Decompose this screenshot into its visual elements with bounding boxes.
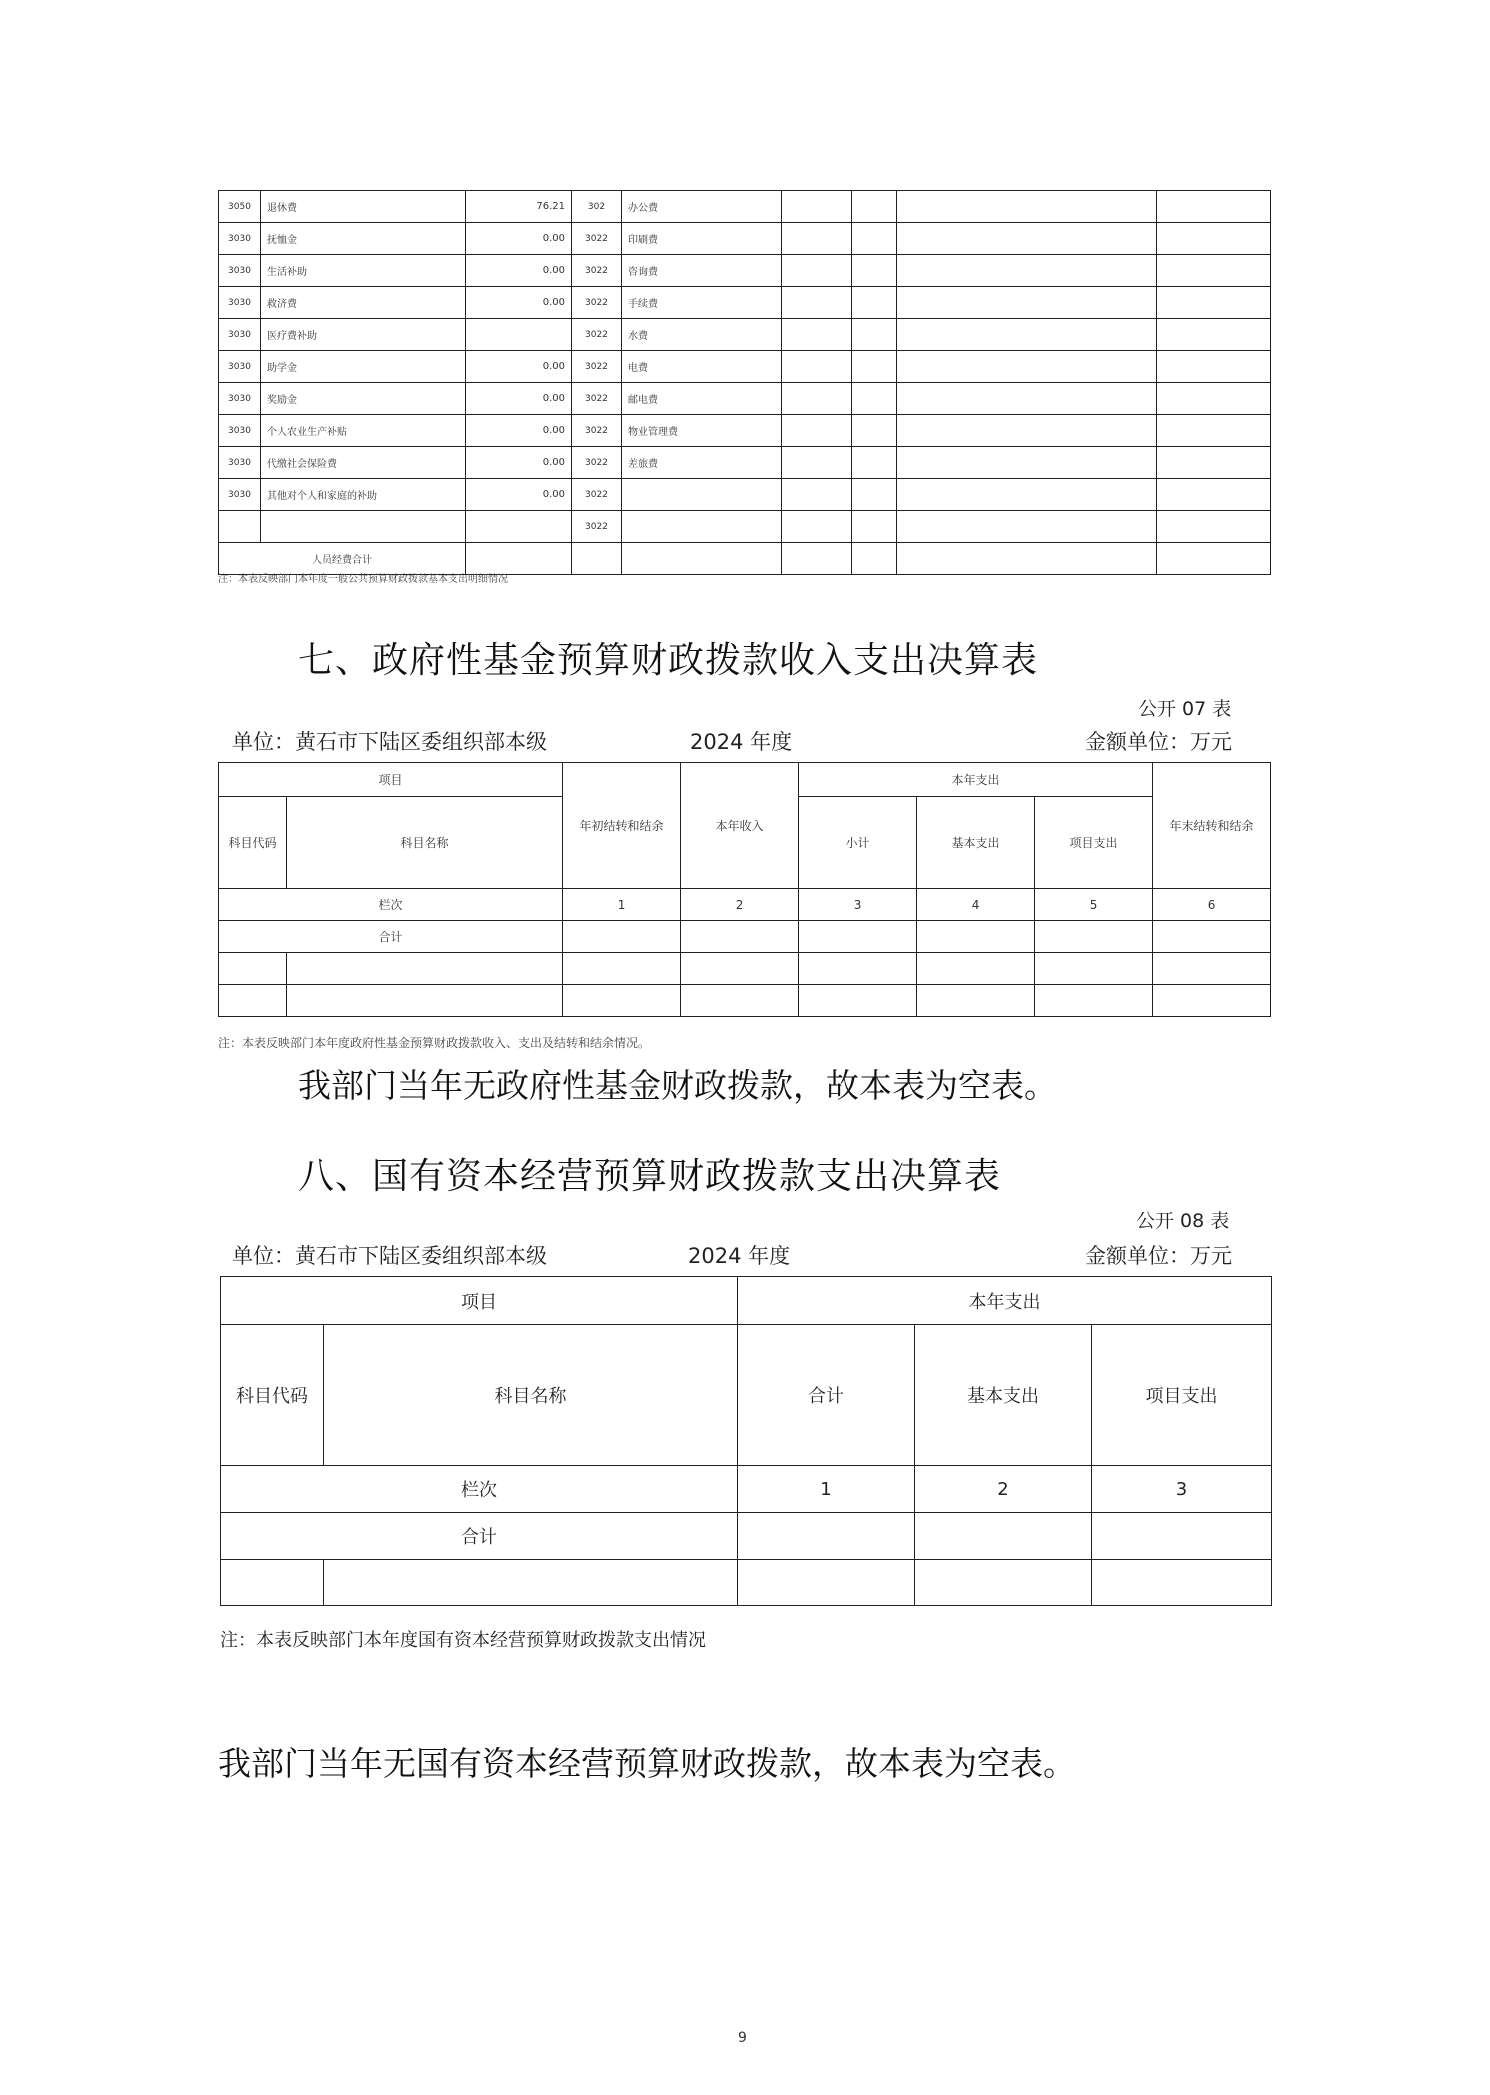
section7-unit: 单位：黄石市下陆区委组织部本级 [232,730,547,754]
table-row [219,479,1271,511]
table-cell-name3 [897,255,1157,287]
t7-project-exp-header: 项目支出 [1035,797,1153,889]
t7-basic-header: 基本支出 [917,797,1035,889]
table-cell-v2b [852,319,897,351]
section8-title: 八、国有资本经营预算财政拨款支出决算表 [298,1156,1002,1197]
table-cell-code: 3030 [219,351,261,383]
section8-note: 注：本表反映部门本年度国有资本经营预算财政拨款支出情况 [220,1630,706,1651]
table-cell-code: 3030 [219,383,261,415]
table-cell-v2a [782,447,852,479]
t8-basic-header: 基本支出 [915,1325,1092,1466]
table-cell-name: 退休费 [261,191,466,223]
table-cell-code2: 3022 [572,255,622,287]
table-cell-amt: 76.21 [466,191,572,223]
table-cell-amt: 0.00 [466,223,572,255]
table-row [219,415,1271,447]
table-cell-name: 助学金 [261,351,466,383]
table-cell-code2: 3022 [572,511,622,543]
table-row [219,287,1271,319]
basic-expense-fragment-table [218,190,1271,575]
table-cell-amt: 0.00 [466,255,572,287]
t7-col3: 3 [799,889,917,921]
t7-code-header: 科目代码 [219,797,287,889]
t7-end-balance-header: 年末结转和结余 [1153,763,1271,889]
table-cell-code2: 3022 [572,223,622,255]
table-cell-v2a [782,223,852,255]
table-cell-name3 [897,191,1157,223]
table-row [219,383,1271,415]
table-cell-name: 其他对个人和家庭的补助 [261,479,466,511]
t8-name-header: 科目名称 [324,1325,738,1466]
table-cell-name: 代缴社会保险费 [261,447,466,479]
table-cell-name3 [897,223,1157,255]
table-cell-v2a [782,191,852,223]
table-cell-code: 3030 [219,223,261,255]
table-cell-code: 3030 [219,287,261,319]
t8-col3: 3 [1092,1466,1272,1513]
table-cell-v2b [852,255,897,287]
t7-income-header: 本年收入 [681,763,799,889]
table-cell-code2: 3022 [572,415,622,447]
t7-expense-header: 本年支出 [799,763,1153,797]
total-label: 人员经费合计 [312,555,372,566]
table-cell-v3 [1157,479,1271,511]
table-cell-v2a [782,511,852,543]
table-cell-name3 [897,415,1157,447]
table-cell-name2: 手续费 [622,287,782,319]
table-cell-v3 [1157,447,1271,479]
table-cell-code2: 3022 [572,383,622,415]
t7-subtotal-header: 小计 [799,797,917,889]
table-cell-code2: 3022 [572,319,622,351]
table-cell-amt: 0.00 [466,415,572,447]
t7-col1: 1 [563,889,681,921]
table-cell-v2a [782,287,852,319]
section7-title: 七、政府性基金预算财政拨款收入支出决算表 [298,640,1039,681]
table-cell-name3 [897,287,1157,319]
table-cell-v2a [782,383,852,415]
t7-total-label: 合计 [219,921,563,953]
table-cell-name2: 电费 [622,351,782,383]
section8-unit: 单位：黄石市下陆区委组织部本级 [232,1244,547,1268]
table-cell-v3 [1157,287,1271,319]
table-cell-name2 [622,511,782,543]
table-cell-v3 [1157,415,1271,447]
table-row [219,351,1271,383]
table-cell-code: 3030 [219,415,261,447]
table-cell-v2a [782,351,852,383]
table-cell-name: 生活补助 [261,255,466,287]
table-cell-code: 3030 [219,255,261,287]
state-capital-table [220,1276,1272,1606]
table-cell-name2: 差旅费 [622,447,782,479]
table-cell-v2a [782,255,852,287]
table-cell-amt: 0.00 [466,447,572,479]
table-cell-code2: 3022 [572,287,622,319]
section8-amount-unit: 金额单位：万元 [1085,1244,1232,1268]
table-cell-v3 [1157,191,1271,223]
section8-empty-statement: 我部门当年无国有资本经营预算财政拨款，故本表为空表。 [218,1744,1076,1783]
t7-col4: 4 [917,889,1035,921]
table-cell-name3 [897,479,1157,511]
table-cell-amt: 0.00 [466,287,572,319]
t8-col2: 2 [915,1466,1092,1513]
t8-col-label: 栏次 [221,1466,738,1513]
t7-col5: 5 [1035,889,1153,921]
table-cell-name3 [897,447,1157,479]
table-cell-name3 [897,383,1157,415]
table-cell-code2: 3022 [572,479,622,511]
section7-note: 注：本表反映部门本年度政府性基金预算财政拨款收入、支出及结转和结余情况。 [218,1036,651,1050]
table-cell-name: 救济费 [261,287,466,319]
table-cell-v2b [852,223,897,255]
table-cell-name2: 物业管理费 [622,415,782,447]
table-cell-code [219,511,261,543]
table-cell-v3 [1157,383,1271,415]
table-cell-name2: 邮电费 [622,383,782,415]
table-cell-amt [466,511,572,543]
table-row [219,223,1271,255]
table-cell-v2b [852,415,897,447]
table-cell-name2 [622,479,782,511]
table-cell-amt: 0.00 [466,351,572,383]
section8-year: 2024 年度 [688,1244,791,1268]
table-cell-v2b [852,447,897,479]
table-cell-code: 3030 [219,319,261,351]
t7-begin-balance-header: 年初结转和结余 [563,763,681,889]
table-cell-code: 3030 [219,479,261,511]
table-cell-code2: 3022 [572,447,622,479]
table-cell-name3 [897,351,1157,383]
table-cell-v2b [852,479,897,511]
table-cell-name [261,511,466,543]
t8-expense-header: 本年支出 [738,1277,1272,1325]
table-cell-amt: 0.00 [466,479,572,511]
table-cell-amt: 0.00 [466,383,572,415]
table-cell-name2: 印刷费 [622,223,782,255]
table-cell-name2: 水费 [622,319,782,351]
table-row [219,447,1271,479]
t8-project-exp-header: 项目支出 [1092,1325,1272,1466]
t8-col1: 1 [738,1466,915,1513]
table-row [219,255,1271,287]
t8-total-header: 合计 [738,1325,915,1466]
table-cell-v3 [1157,319,1271,351]
t8-sum-label: 合计 [221,1513,738,1560]
gov-fund-table [218,762,1271,1017]
table-cell-v3 [1157,351,1271,383]
table-cell-v3 [1157,223,1271,255]
table-cell-v2a [782,479,852,511]
table-row [219,191,1271,223]
table-cell-amt [466,319,572,351]
table-cell-v2b [852,191,897,223]
table-cell-name: 抚恤金 [261,223,466,255]
page-number: 9 [738,2030,747,2046]
section7-table-no: 公开 07 表 [1138,698,1232,720]
table-row [219,511,1271,543]
table-cell-code: 3030 [219,447,261,479]
t7-col6: 6 [1153,889,1271,921]
section7-amount-unit: 金额单位：万元 [1085,730,1232,754]
t8-code-header: 科目代码 [221,1325,324,1466]
table-cell-name: 奖励金 [261,383,466,415]
table-cell-name3 [897,511,1157,543]
t7-col2: 2 [681,889,799,921]
table-row [219,319,1271,351]
t7-name-header: 科目名称 [287,797,563,889]
t7-project-header: 项目 [219,763,563,797]
section7-year: 2024 年度 [690,730,793,754]
table-cell-v2b [852,287,897,319]
table-cell-name2: 办公费 [622,191,782,223]
top-table-note: 注：本表反映部门本年度一般公共预算财政拨款基本支出明细情况 [218,574,508,585]
table-cell-v3 [1157,255,1271,287]
table-cell-v3 [1157,511,1271,543]
table-cell-code2: 302 [572,191,622,223]
table-cell-v2a [782,415,852,447]
table-cell-v2b [852,351,897,383]
table-cell-name: 个人农业生产补贴 [261,415,466,447]
table-cell-code: 3050 [219,191,261,223]
section7-empty-statement: 我部门当年无政府性基金财政拨款，故本表为空表。 [298,1066,1057,1105]
t7-col-label: 栏次 [219,889,563,921]
table-cell-name: 医疗费补助 [261,319,466,351]
table-cell-name3 [897,319,1157,351]
t8-project-header: 项目 [221,1277,738,1325]
section8-table-no: 公开 08 表 [1136,1210,1230,1232]
table-cell-name2: 咨询费 [622,255,782,287]
table-cell-v2b [852,511,897,543]
table-cell-v2a [782,319,852,351]
table-cell-code2: 3022 [572,351,622,383]
table-cell-v2b [852,383,897,415]
